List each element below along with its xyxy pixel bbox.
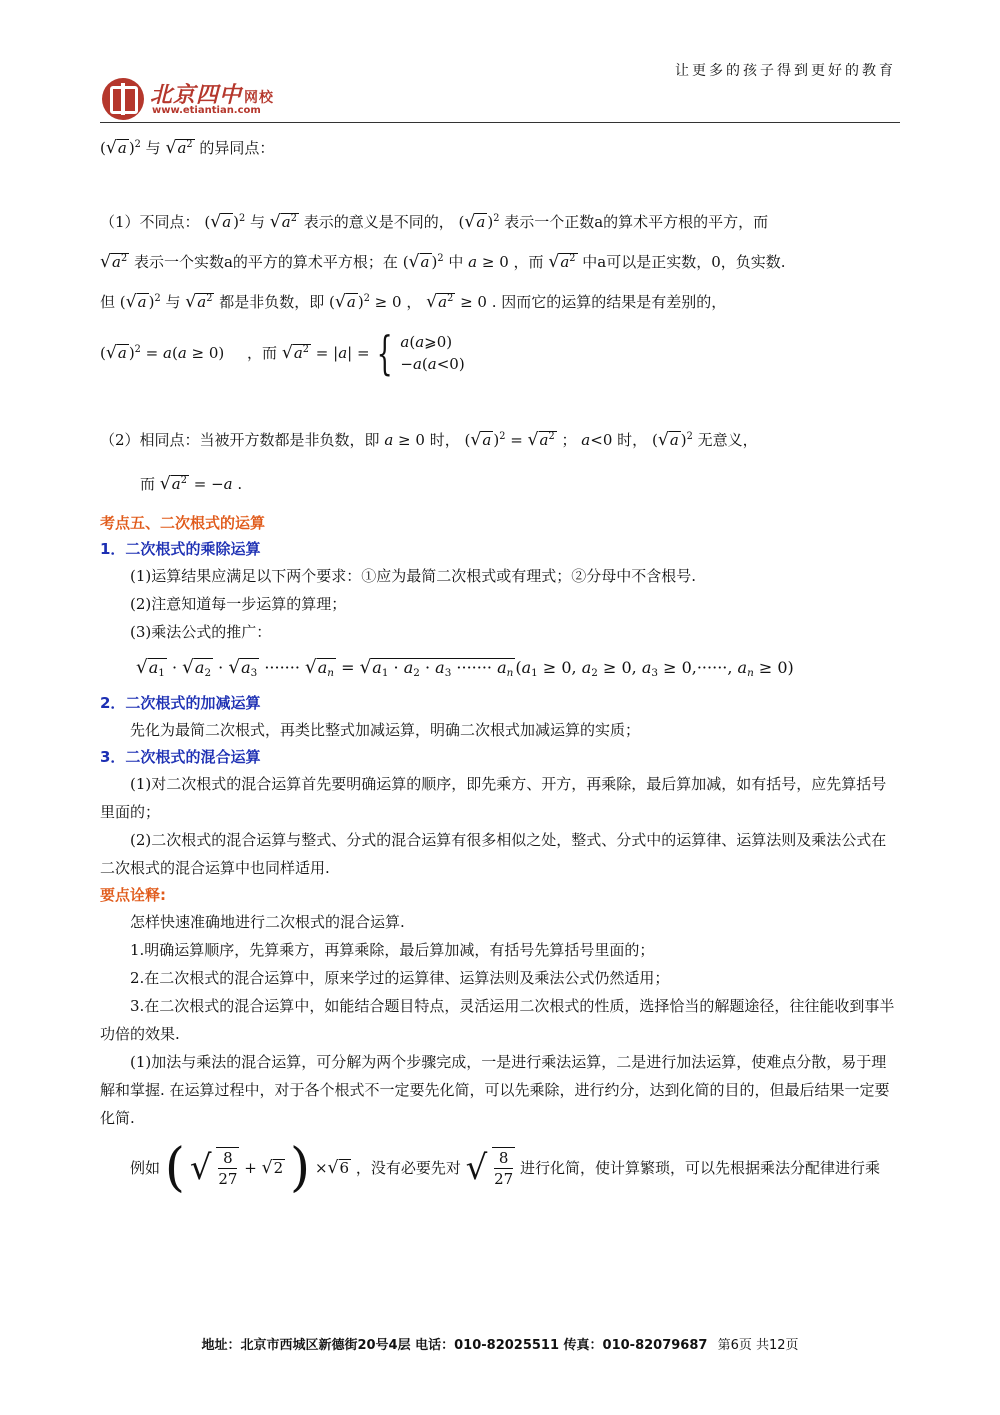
sub3-item-1: (1)对二次根式的混合运算首先要明确运算的顺序，即先乘方、开方，再乘除，最后算加减，如有括号，应先算括号里面的； <box>100 775 887 821</box>
example-line: 例如 ( √ $\frac{8}{27}$ + √2 ) ×√6 ，没有必要先对 √ $\frac{8}{27}$ 进行化简，使计算繁琐，可以先根据乘法分配律进行乘 <box>130 1138 881 1198</box>
page-header <box>100 56 900 124</box>
logo-emblem-icon <box>102 78 144 120</box>
key-points-title: 要点诠释: <box>100 886 166 904</box>
sub1-item-3: (3)乘法公式的推广： <box>130 623 272 641</box>
logo-name: 北京四中 网校 <box>150 83 275 108</box>
formula-cases: a(a⩾0) −a(a<0) <box>400 333 465 373</box>
footer-page-number: 第6页 共12页 <box>717 1338 799 1353</box>
sub3-item-2: (2)二次根式的混合运算与整式、分式的混合运算有很多相似之处，整式、分式中的运算律、运算法则及乘法公式在二次根式的混合运算中也同样适用. <box>100 831 887 877</box>
fraction-8-27: $\frac{8}{27}$ <box>218 1149 238 1188</box>
key-line-3: 2.在二次根式的混合运算中，原来学过的运算律、运算法则及乘法公式仍然适用； <box>130 969 670 987</box>
footer-address: 地址：北京市西城区新德街20号4层 电话：010-82025511 传真：010-82079687 <box>201 1338 708 1353</box>
fraction-8-27-b: $\frac{8}{27}$ <box>494 1149 514 1188</box>
main-content <box>100 134 900 1198</box>
diff-para-line3: 但 (√a )$^2$ 与 $√a^2$ 都是非负数，即 (√a )$^2$ ≥ 0 ， $√a^2 \ge 0$ . 因而它的运算的结果是有差别的， <box>100 292 727 312</box>
key-line-5: (1)加法与乘法的混合运算，可分解为两个步骤完成，一是进行乘法运算，二是进行加法运算，使难点分散，易于理解和掌握. 在运算过程中，对于各个根式不一定要先化简，可以先乘除，进行约分，达到化简的目的，但最后结果一定要化简. <box>100 1053 890 1127</box>
math-sqrt-a2: $√a^2$ <box>165 138 193 158</box>
header-slogan: 让更多的孩子得到更好的教育 <box>675 63 896 79</box>
sub1-item-2: (2)注意知道每一步运算的算理； <box>130 595 347 613</box>
logo-suffix: 网校 <box>244 90 275 106</box>
math-sqrt-a-squared: (√a )$^2$ <box>100 138 141 158</box>
sub1-title: 1．二次根式的乘除运算 <box>100 540 261 558</box>
section5-title: 考点五、二次根式的运算 <box>100 514 266 532</box>
intro-tail: 的异同点： <box>199 139 275 157</box>
key-line-2: 1.明确运算顺序，先算乘方，再算乘除，最后算加减，有括号先算括号里面的； <box>130 941 655 959</box>
formula-square-root: (√a )$^2$ = a(a ≥ 0) <box>100 343 225 363</box>
logo-url: www.etiantian.com <box>152 105 261 116</box>
header-divider <box>100 122 900 123</box>
formula-abs-value: $√a^2 = |a|$ = <box>281 343 370 363</box>
key-line-4: 3.在二次根式的混合运算中，如能结合题目特点，灵活运用二次根式的性质，选择恰当的解题途径，往往能收到事半功倍的效果. <box>100 997 895 1043</box>
page-footer <box>0 1334 1000 1353</box>
diff-para-line2: $√a^2$ 表示一个实数a的平方的算术平方根；在 (√a )$^2$ 中 a ≥ 0 ，而 $√a^2$ 中a可以是正实数，0，负实数. <box>100 252 786 272</box>
school-logo <box>102 76 302 122</box>
sub2-title: 2．二次根式的加减运算 <box>100 694 261 712</box>
product-formula: $√a_1 \cdot √a_2 \cdot √a_3$ ······· $√a_n = √a_1 \cdot a_2 \cdot a_3$ ······· $a_n$ ($a_1 \ge 0$, $a_2 \ge 0$, $a_3 \ge 0,\cdot\cdot\cdot\cdot\cdot\cdot$, $a_n \ge 0$) <box>136 657 794 680</box>
diff-formula-line: (√a )$^2$ = a(a ≥ 0) ，而 $√a^2 = |a|$ = { a(a⩾0) −a(a<0) <box>100 326 465 380</box>
same-para-line1: （2）相同点：当被开方数都是非负数，即 a ≥ 0 时， (√a )$^2 = √a^2$ ； a<0 时， (√a )$^2$ 无意义， <box>100 430 758 450</box>
sub1-item-1: (1)运算结果应满足以下两个要求：①应为最简二次根式或有理式；②分母中不含根号. <box>130 567 697 585</box>
sub3-title: 3．二次根式的混合运算 <box>100 748 261 766</box>
diff-para-line1: （1）不同点： (√a )$^2$ 与 $√a^2$ 表示的意义是不同的， (√a )$^2$ 表示一个正数a的算术平方根的平方，而 <box>100 212 769 232</box>
same-para-line2: 而 $√a^2 = -a$ . <box>140 474 243 494</box>
key-line-1: 怎样快速准确地进行二次根式的混合运算. <box>130 913 405 931</box>
sub2-text: 先化为最简二次根式，再类比整式加减运算，明确二次根式加减运算的实质； <box>130 721 641 739</box>
intro-line: (√a )$^2$ 与 $√a^2$ 的异同点： <box>100 138 275 158</box>
